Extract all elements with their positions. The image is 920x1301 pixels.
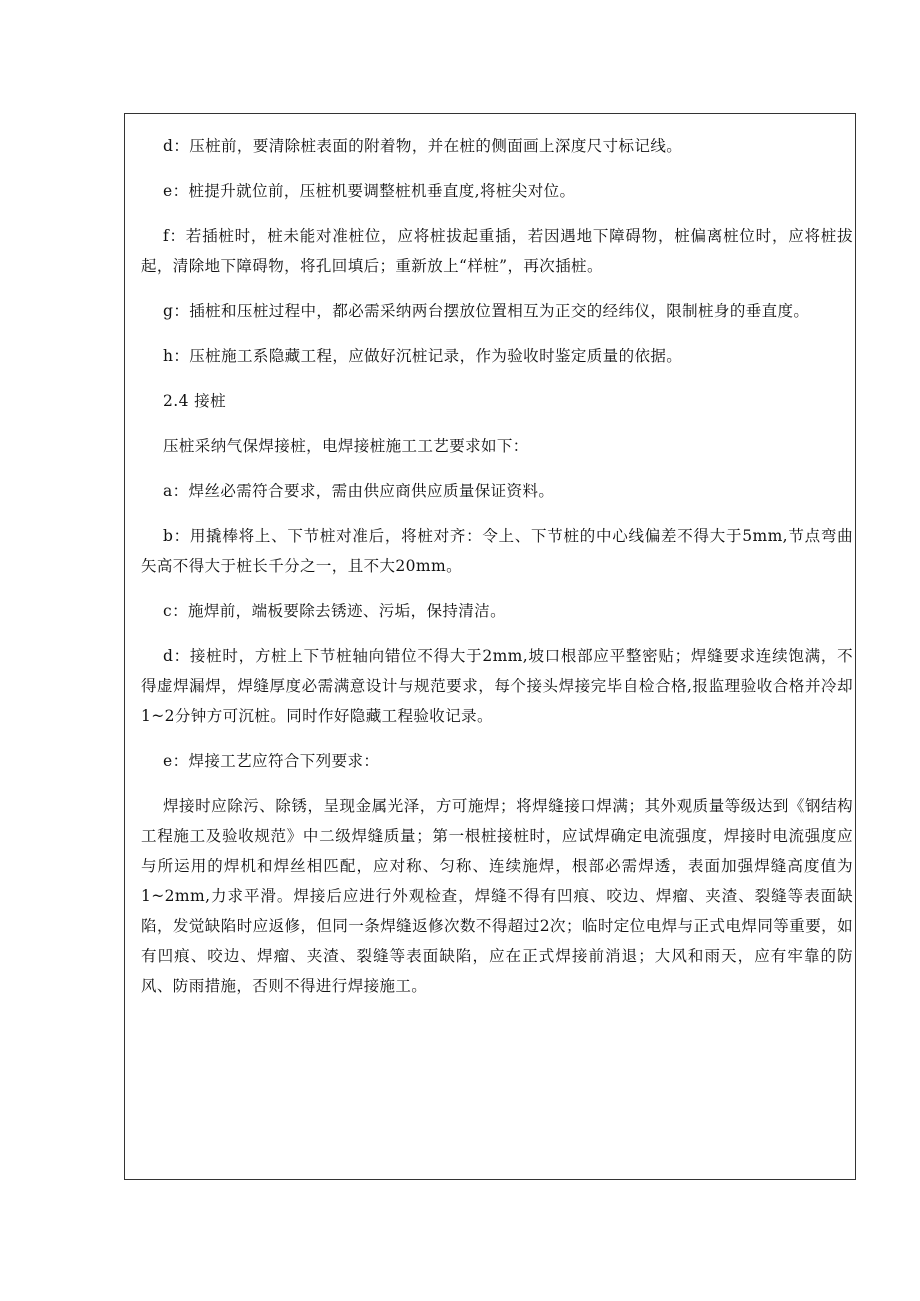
paragraph-d-splice-tolerance: d：接桩时，方桩上下节桩轴向错位不得大于2mm,坡口根部应平整密贴；焊缝要求连续饱满，不得虚焊漏焊，焊缝厚度必需满意设计与规范要求，每个接头焊接完毕自检合格,报监理验收合格并冷却1~2分钟方可沉桩。同时作好隐藏工程验收记录。	[141, 647, 853, 725]
paragraph-welding-process-details: 焊接时应除污、除锈，呈现金属光泽，方可施焊；将焊缝接口焊满；其外观质量等级达到《钢结构工程施工及验收规范》中二级焊缝质量；第一根桩接桩时，应试焊确定电流强度，焊接时电流强度应与所运用的焊机和焊丝相匹配，应对称、匀称、连续施焊，根部必需焊透，表面加强焊缝高度值为1~2mm,力求平滑。焊接后应进行外观检查，焊缝不得有凹痕、咬边、焊瘤、夹渣、裂缝等表面缺陷，发觉缺陷时应返修，但同一条焊缝返修次数不得超过2次；临时定位电焊与正式电焊同等重要，如有凹痕、咬边、焊瘤、夹渣、裂缝等表面缺陷，应在正式焊接前消退；大风和雨天，应有牢靠的防风、防雨措施，否则不得进行焊接施工。	[141, 797, 853, 995]
paragraph-h-pile-record: h：压桩施工系隐藏工程，应做好沉桩记录，作为验收时鉴定质量的依据。	[163, 347, 683, 365]
paragraph-e-welding-requirements: e：焊接工艺应符合下列要求：	[163, 752, 380, 770]
section-heading-pile-splicing: 2.4 接桩	[163, 392, 226, 410]
paragraph-splicing-intro: 压桩采纳气保焊接桩，电焊接桩施工工艺要求如下：	[163, 437, 529, 455]
paragraph-e-pile-positioning: e：桩提升就位前，压桩机要调整桩机垂直度,将桩尖对位。	[163, 182, 576, 200]
paragraph-c-end-plate-cleaning: c：施焊前，端板要除去锈迹、污垢，保持清洁。	[163, 602, 506, 620]
document-body	[125, 114, 855, 1016]
paragraph-a-welding-wire: a：焊丝必需符合要求，需由供应商供应质量保证资料。	[163, 482, 555, 500]
paragraph-g-verticality-control: g：插桩和压桩过程中，都必需采纳两台摆放位置相互为正交的经纬仪，限制桩身的垂直度。	[163, 302, 810, 320]
paragraph-d-press-prep: d：压桩前，要清除桩表面的附着物，并在桩的侧面画上深度尺寸标记线。	[163, 137, 683, 155]
document-table-cell	[124, 113, 856, 1180]
paragraph-f-reinsert-pile: f：若插桩时，桩未能对准桩位，应将桩拔起重插，若因遇地下障碍物，桩偏离桩位时，应将桩拔起，清除地下障碍物，将孔回填后；重新放上“样桩”，再次插桩。	[141, 227, 853, 275]
paragraph-b-pile-alignment: b：用撬棒将上、下节桩对准后，将桩对齐：令上、下节桩的中心线偏差不得大于5mm,节点弯曲矢高不得大于桩长千分之一，且不大20mm。	[141, 527, 853, 575]
